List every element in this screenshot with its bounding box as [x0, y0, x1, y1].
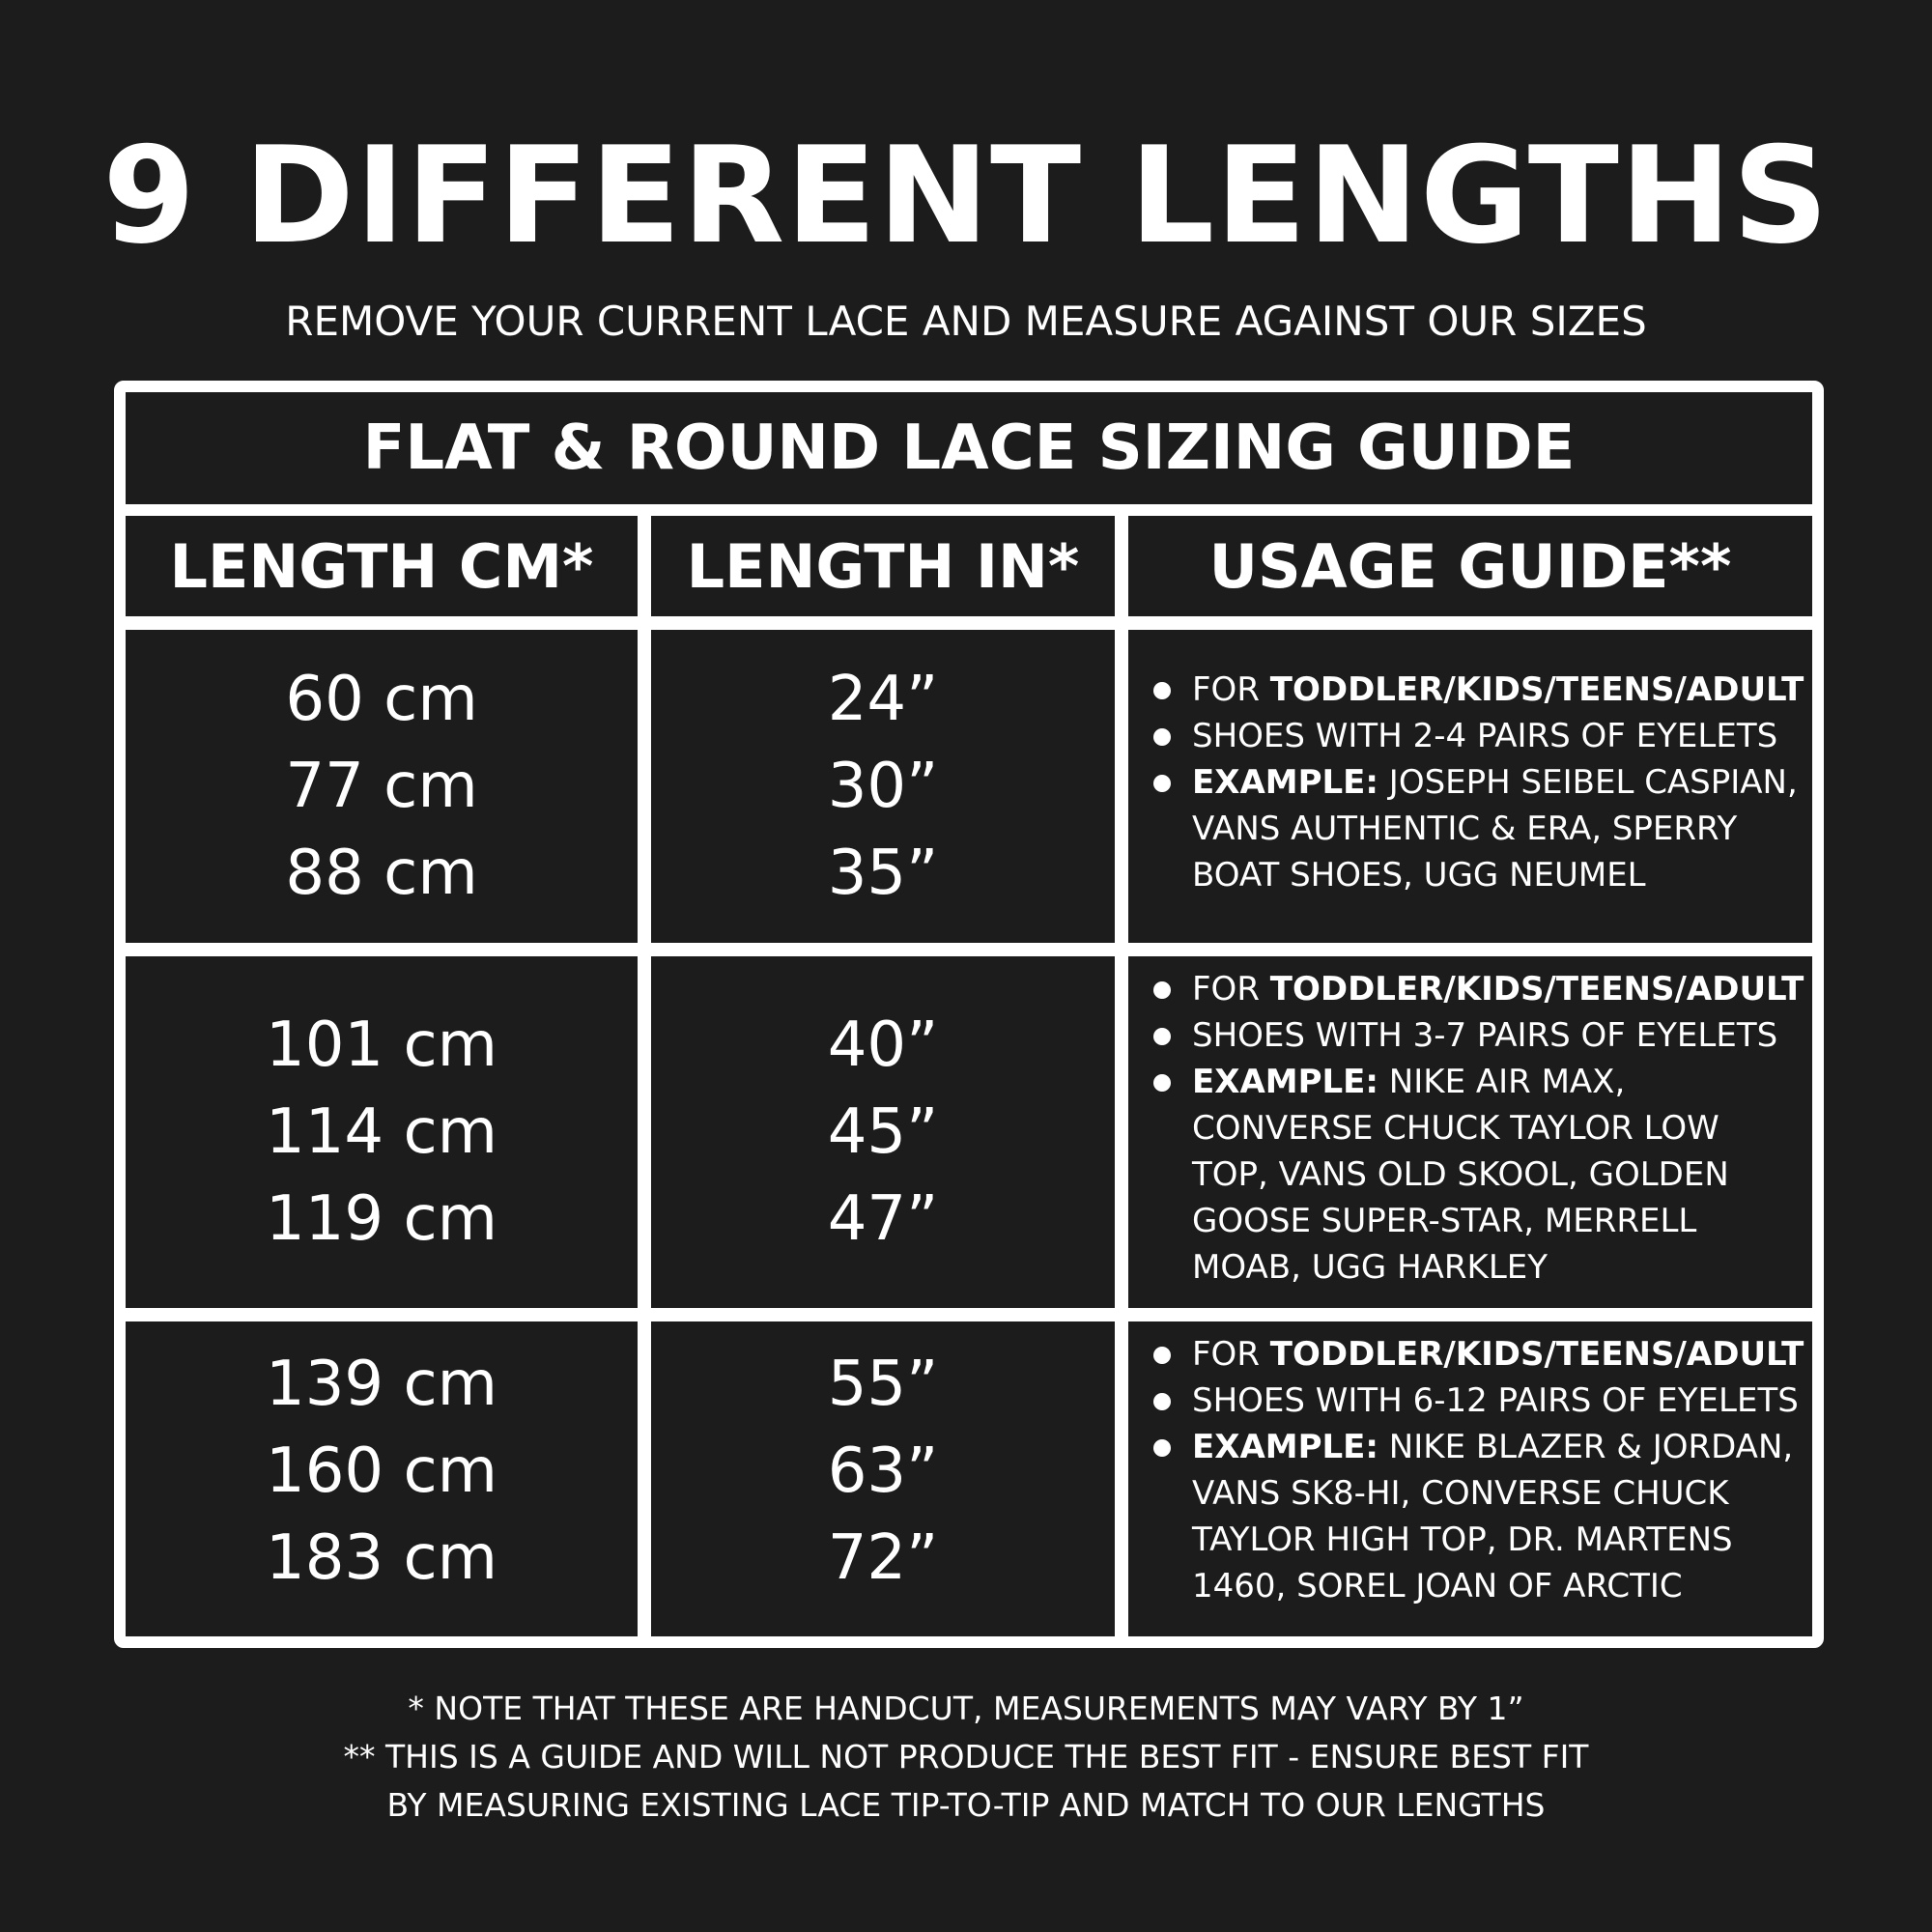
usage-example-text: VANS AUTHENTIC & ERA, SPERRY	[1192, 810, 1738, 848]
length-in-value: 30”	[827, 751, 939, 822]
length-cm-values	[126, 1002, 638, 1263]
usage-example-text: 1460, SOREL JOAN OF ARCTIC	[1192, 1567, 1683, 1605]
footnotes	[0, 1685, 1932, 1830]
column-header-length-cm: LENGTH CM*	[169, 530, 594, 602]
usage-for-prefix: FOR	[1192, 970, 1270, 1009]
length-cm-values	[126, 1341, 638, 1602]
usage-example-text: TOP, VANS OLD SKOOL, GOLDEN	[1192, 1155, 1729, 1194]
usage-example-label: EXAMPLE:	[1192, 763, 1378, 802]
length-in-value: 24”	[827, 664, 939, 735]
usage-example-text: JOSEPH SEIBEL CASPIAN,	[1378, 763, 1798, 802]
footnote-guide: ** THIS IS A GUIDE AND WILL NOT PRODUCE THE BEST FIT - ENSURE BEST FIT	[343, 1738, 1589, 1776]
usage-audience: TODDLER/KIDS/TEENS/ADULT	[1269, 670, 1804, 709]
table-row-2-in-cell	[651, 956, 1115, 1308]
column-header-cell	[651, 516, 1115, 616]
table-heading: FLAT & ROUND LACE SIZING GUIDE	[362, 412, 1576, 484]
usage-item-eyelets: SHOES WITH 2-4 PAIRS OF EYELETS	[1150, 713, 1803, 759]
usage-example-text: GOOSE SUPER-STAR, MERRELL	[1192, 1202, 1697, 1240]
usage-item-eyelets: SHOES WITH 3-7 PAIRS OF EYELETS	[1150, 1012, 1803, 1059]
usage-item-example	[1150, 1059, 1803, 1105]
length-in-value: 35”	[827, 838, 939, 909]
length-in-value: 40”	[827, 1009, 939, 1081]
usage-example-label: EXAMPLE:	[1192, 1428, 1378, 1466]
length-cm-value: 183 cm	[265, 1522, 498, 1594]
length-cm-value: 60 cm	[285, 664, 478, 735]
usage-example-text: TAYLOR HIGH TOP, DR. MARTENS	[1192, 1520, 1733, 1559]
usage-example-text: MOAB, UGG HARKLEY	[1192, 1248, 1548, 1287]
usage-example-label: EXAMPLE:	[1192, 1063, 1378, 1101]
column-header-cell	[126, 516, 638, 616]
length-cm-value: 101 cm	[265, 1009, 498, 1081]
length-in-values	[651, 1002, 1115, 1263]
page-title: 9 DIFFERENT LENGTHS	[102, 118, 1830, 273]
usage-for-prefix: FOR	[1192, 1335, 1270, 1374]
usage-audience: TODDLER/KIDS/TEENS/ADULT	[1269, 1335, 1804, 1374]
usage-item-audience	[1150, 966, 1803, 1012]
usage-example-text: CONVERSE CHUCK TAYLOR LOW	[1192, 1109, 1719, 1148]
column-header-cell	[1128, 516, 1812, 616]
length-in-values	[651, 1341, 1115, 1602]
length-cm-value: 114 cm	[265, 1096, 498, 1168]
table-row-2-cm-cell	[126, 956, 638, 1308]
usage-item-example	[1150, 1424, 1803, 1470]
page-subtitle: REMOVE YOUR CURRENT LACE AND MEASURE AGAINST OUR SIZES	[285, 298, 1647, 345]
table-row-2-usage-cell	[1128, 956, 1812, 1308]
table-row-1-in-cell	[651, 630, 1115, 943]
usage-item-audience	[1150, 667, 1803, 713]
usage-example-text: NIKE BLAZER & JORDAN,	[1378, 1428, 1794, 1466]
length-cm-value: 139 cm	[265, 1349, 498, 1420]
length-cm-value: 160 cm	[265, 1435, 498, 1507]
usage-item-example	[1150, 759, 1803, 806]
sizing-table	[114, 381, 1824, 1648]
length-in-value: 45”	[827, 1096, 939, 1168]
usage-example-text: BOAT SHOES, UGG NEUMEL	[1192, 856, 1646, 895]
length-cm-value: 119 cm	[265, 1183, 498, 1255]
table-row-1-usage-cell	[1128, 630, 1812, 943]
usage-audience: TODDLER/KIDS/TEENS/ADULT	[1269, 970, 1804, 1009]
footnote-handcut: * NOTE THAT THESE ARE HANDCUT, MEASUREMENTS MAY VARY BY 1”	[408, 1690, 1524, 1727]
usage-list	[1150, 667, 1803, 898]
usage-list	[1150, 1331, 1803, 1609]
length-cm-values	[126, 656, 638, 917]
usage-example-text: NIKE AIR MAX,	[1378, 1063, 1626, 1101]
usage-item-audience	[1150, 1331, 1803, 1378]
length-in-value: 55”	[827, 1349, 939, 1420]
table-row-3-in-cell	[651, 1321, 1115, 1636]
table-row-3-usage-cell	[1128, 1321, 1812, 1636]
table-heading-cell	[126, 392, 1812, 504]
column-header-usage-guide: USAGE GUIDE**	[1208, 530, 1732, 602]
column-header-length-in: LENGTH IN*	[686, 530, 1080, 602]
usage-for-prefix: FOR	[1192, 670, 1270, 709]
footnote-guide-continued: BY MEASURING EXISTING LACE TIP-TO-TIP AND MATCH TO OUR LENGTHS	[386, 1786, 1546, 1824]
usage-example-text: VANS SK8-HI, CONVERSE CHUCK	[1192, 1474, 1729, 1513]
usage-list	[1150, 966, 1803, 1291]
length-in-value: 63”	[827, 1435, 939, 1507]
length-cm-value: 88 cm	[285, 838, 478, 909]
usage-item-eyelets: SHOES WITH 6-12 PAIRS OF EYELETS	[1150, 1378, 1803, 1424]
length-in-values	[651, 656, 1115, 917]
length-in-value: 47”	[827, 1183, 939, 1255]
length-in-value: 72”	[827, 1522, 939, 1594]
table-row-1-cm-cell	[126, 630, 638, 943]
length-cm-value: 77 cm	[285, 751, 478, 822]
table-row-3-cm-cell	[126, 1321, 638, 1636]
